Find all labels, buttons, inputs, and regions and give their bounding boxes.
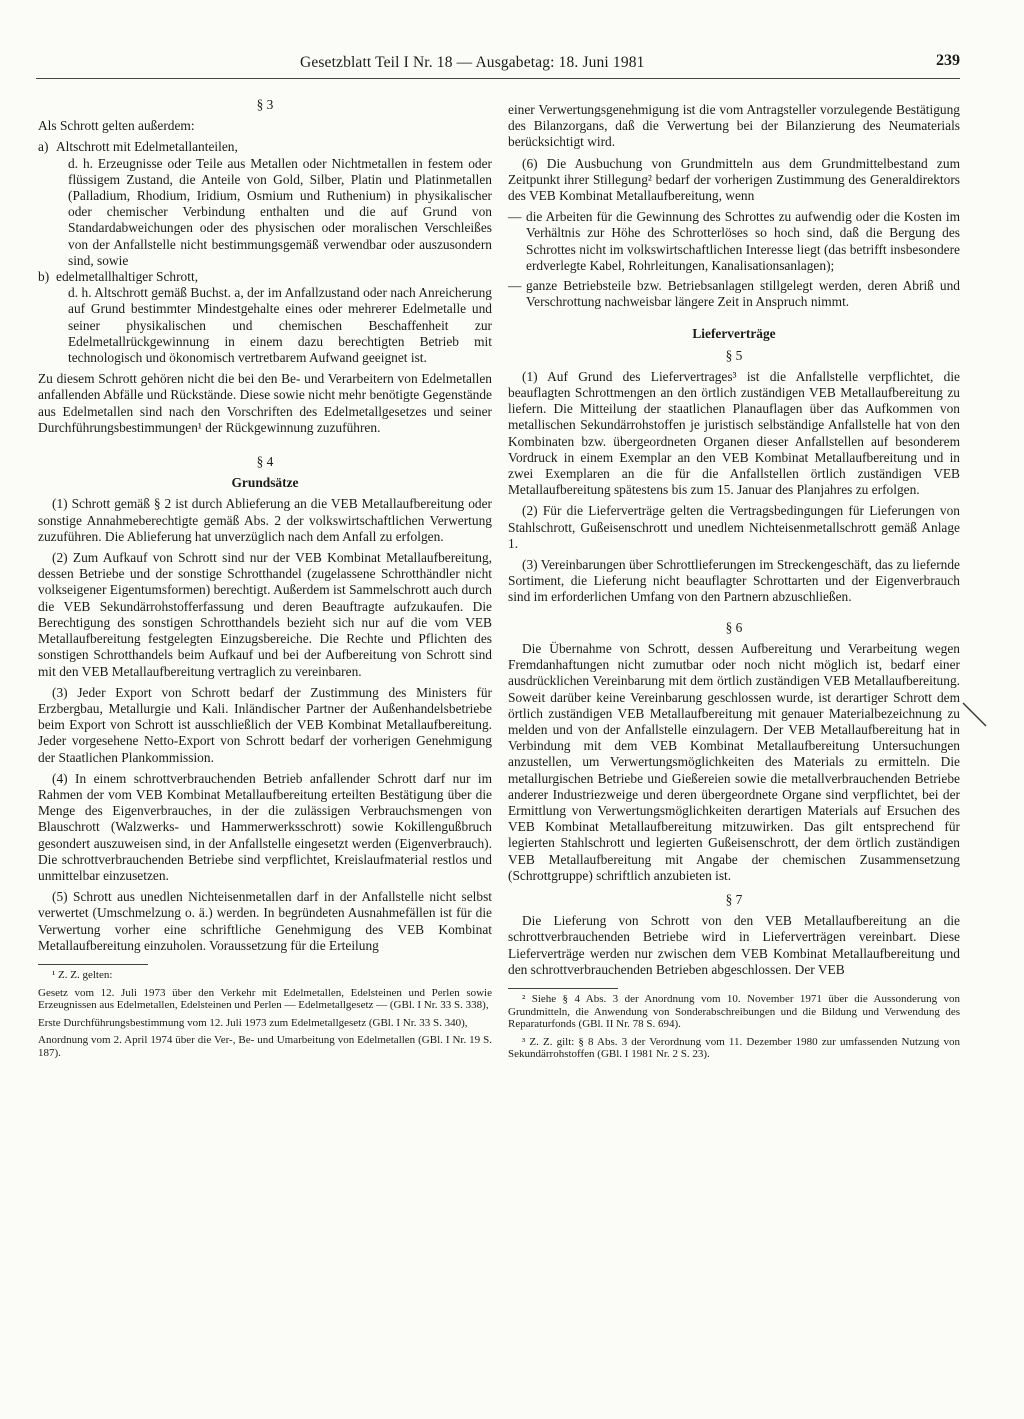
dash-mark-1: —	[508, 209, 522, 225]
section-3-closing: Zu diesem Schrott gehören nicht die bei den Be- und Verarbeitern von Edelmetallen anfallenden Abfälle und Rückstände. Diese sowie nicht mehr benötigte Gegenstände aus Edelmetallen sind nach den Vorschriften des Edelmetallgesetzes und seiner Durchführungsbestimmungen¹ der Rückgewinnung zuzuführen.	[38, 371, 492, 435]
footnote-1-c: Anordnung vom 2. April 1974 über die Ver-, Be- und Umarbeitung von Edelmetallen (GBl. I Nr. 19 S. 187).	[38, 1034, 492, 1059]
footnote-divider-right	[508, 988, 618, 989]
footnote-3: ³ Z. Z. gilt: § 8 Abs. 3 der Verordnung vom 11. Dezember 1980 zur umfassenden Nutzung von Sekundärrohstoffen (GBl. I 1981 Nr. 2 S. 23).	[508, 1035, 960, 1061]
list-item-a	[38, 139, 492, 269]
section-5-para-3: (3) Vereinbarungen über Schrottlieferungen im Streckengeschäft, das zu liefernde Sortiment, die Lieferung nicht beauflagter Schrottarten und der Eigenverbrauch sind im erforderlichen Umfang von den Partnern abzuschließen.	[508, 557, 960, 605]
section-5-para-1: (1) Auf Grund des Liefervertrages³ ist die Anfallstelle verpflichtet, die beauflagten Schrottmengen an den örtlich zuständigen VEB Metallaufbereitung zu liefern. Die Mitteilung der staatlichen Planauflagen über das Aufkommen von metallischen Sekundärrohstoffen je juristisch selbständige Anfallstelle hat von den Kombinaten bzw. übergeordneten Organen dieser Anfallstellen auf besonderem Vordruck in einem Exemplar an den VEB Kombinat Metallaufbereitung und in zwei Exemplaren an die für die Anfallstellen örtlich zuständigen VEB Metallaufbereitung spätestens bis zum 15. Januar des Planjahres zu erfolgen.	[508, 368, 960, 498]
page-header	[36, 52, 960, 79]
dash-item-2	[508, 278, 960, 310]
section-3-heading: § 3	[256, 97, 274, 112]
right-column	[508, 102, 960, 1066]
dash-item-1	[508, 209, 960, 274]
footnote-1-head: ¹ Z. Z. gelten:	[52, 968, 113, 981]
footnote-1-a: Gesetz vom 12. Juli 1973 über den Verkehr mit Edelmetallen, Edelsteinen und Perlen sowie Erzeugnissen aus Edelmetallen, Edelsteinen und Perlen — Edelmetallgesetz — (GBl. I Nr. 33 S. 338),	[38, 986, 492, 1012]
section-7-para: Die Lieferung von Schrott von den VEB Metallaufbereitung an die schrottverbrauchenden Betriebe wird in Lieferverträgen vereinbart. Diese Lieferverträge werden nur zwischen dem VEB Kombinat Metallaufbereitung und den schrottverbrauchenden Betrieben abgeschlossen. Der VEB	[508, 913, 960, 977]
continuation-para: einer Verwertungsgenehmigung ist die vom Antragsteller vorzulegende Bestätigung des Bilanzorgans, daß die Verwertung bei der Bilanzierung des Neumaterials berücksichtigt wird.	[508, 102, 960, 150]
section-5-heading: § 5	[725, 347, 743, 363]
dash-item-2-text: ganze Betriebsteile bzw. Betriebsanlagen stillgelegt werden, deren Abriß und Verschrottung nachweisbar längere Zeit in Anspruch nimmt.	[526, 278, 960, 310]
list-item-b-body: d. h. Altschrott gemäß Buchst. a, der im Anfallzustand oder nach Anreicherung auf Grund bestimmter Mindestgehalte eines oder mehrerer Edelmetalle und seiner physikalischen und chemischen Beschaffenheit zur Edelmetallrückgewinnung in einem dazu berechtigten Betrieb mit technologisch und ökonomisch vertretbarem Aufwand geeignet ist.	[68, 285, 492, 366]
section-6-para: Die Übernahme von Schrott, dessen Aufbereitung und Verarbeitung wegen Fremdanhaftungen nicht zumutbar oder noch nicht möglich ist, bedarf einer ausdrücklichen Vereinbarung mit dem örtlich zuständigen VEB Metallaufbereitung. Soweit darüber keine Vereinbarung geschlossen wurde, ist derartiger Schrott dem örtlich zuständigen VEB Metallaufbereitung mit genauer Materialbezeichnung zu melden und von der Anfallstelle einzulagern. Der VEB Metallaufbereitung hat in Verbindung mit dem VEB Kombinat Metallaufbereitung Untersuchungen anzustellen, um Verwertungsmöglichkeiten des Materials zu ermitteln. Die metallurgischen Betriebe und Gießereien sowie die metallverbrauchenden Betriebe anderer Industriezweige und deren übergeordnete Organe sind verpflichtet, bei der Ermittlung von Verwertungsmöglichkeiten derartigen Materials auf Ersuchen des VEB Kombinat Metallaufbereitung mitzuwirken. Das gilt entsprechend für legierten Stahlschrott und legierten Gußeisenschrott, der dem örtlich zuständigen VEB Metallaufbereitung mit Angabe der chemischen Zusammensetzung (Schrottgruppe) schriftlich anzubieten ist.	[508, 640, 960, 883]
section-4-para-4: (4) In einem schrottverbrauchenden Betrieb anfallender Schrott darf nur im Rahmen der vom VEB Kombinat Metallaufbereitung erteilten Bestätigung über die Menge des Eigenverbrauches, in der die zulässigen Verbrauchsmengen von Blauschrott (Walzwerks- und Hammerwerksschrott) sowie Kokillengußbruch gesondert auszuweisen sind, in der Anfallstelle eingesetzt werden (Eigenverbrauch). Die schrottverbrauchenden Betriebe sind verpflichtet, Kreislaufmaterial restlos und unmittelbar einzusetzen.	[38, 770, 492, 883]
section-4-para-5: (5) Schrott aus unedlen Nichteisenmetallen darf in der Anfallstelle nicht selbst verwertet (Umschmelzung o. ä.) werden. In begründeten Ausnahmefällen ist für die Verwertung vorher eine schriftliche Genehmigung des VEB Kombinat Metallaufbereitung einzuholen. Voraussetzung für die Erteilung	[38, 889, 492, 953]
lieferverträge-title: Lieferverträge	[692, 326, 776, 342]
header-title: Gesetzblatt Teil I Nr. 18 — Ausgabetag: 18. Juni 1981	[300, 54, 645, 71]
section-3-intro: Als Schrott gelten außerdem:	[38, 118, 195, 134]
section-7-heading: § 7	[725, 891, 743, 907]
list-mark-a: a)	[38, 139, 49, 155]
section-4-para-1: (1) Schrott gemäß § 2 ist durch Ablieferung an die VEB Metallaufbereitung oder sonstige Annahmeberechtigte gemäß Abs. 2 der volkswirtschaftlichen Verwertung zuzuführen. Die Ablieferung hat unverzüglich nach dem Anfall zu erfolgen.	[38, 496, 492, 544]
left-column	[38, 97, 492, 1065]
list-item-a-body: d. h. Erzeugnisse oder Teile aus Metallen oder Nichtmetallen in festem oder flüssigem Zustand, die Anteile von Gold, Silber, Platin und Platinmetallen (Palladium, Rhodium, Iridium, Osmium und Ruthenium) in physikalischer oder chemischer Verbindung enthalten und die auf Grund von Standardabweichungen oder des physischen oder moralischen Verschleißes von der Anfallstelle nicht bestimmungsgemäß verwendbar oder auszusondern sind, sowie	[68, 155, 492, 268]
list-item-a-label: Altschrott mit Edelmetallanteilen,	[56, 139, 238, 155]
footnote-2: ² Siehe § 4 Abs. 3 der Anordnung vom 10. November 1971 über die Aussonderung von Grundmitteln, die Anwendung von Sonderabschreibungen und die Bildung und Verwendung des Reparaturfonds (GBl. II Nr. 78 S. 694).	[508, 992, 960, 1031]
margin-mark-icon	[960, 700, 990, 730]
list-mark-b: b)	[38, 269, 50, 285]
section-4-heading: § 4	[256, 454, 274, 470]
section-5-para-2: (2) Für die Lieferverträge gelten die Vertragsbedingungen für Lieferungen von Stahlschrott, Gußeisenschrott und unedlem Nichteisenmetallschrott gemäß Anlage 1.	[508, 503, 960, 551]
list-item-b	[38, 269, 492, 366]
section-4-para-2: (2) Zum Aufkauf von Schrott sind nur der VEB Kombinat Metallaufbereitung, dessen Betriebe und der sonstige Schrotthandel (zugelassene Schrotthändler nicht volkseigener Eigentumsformen) berechtigt. Außerdem ist Sammelschrott auch durch die VEB Sekundärrohstofferfassung und deren Beauftragte aufzukaufen. Die Berechtigung des sonstigen Schrotthandels bezieht sich nur auf die vom VEB Metallaufbereitung festgelegten Einzugsbereiche. Die Rechte und Pflichten des sonstigen Schrotthandels beim Aufkauf und bei der Aufbereitung von Schrott sind mit den VEB Metallaufbereitung vertraglich zu vereinbaren.	[38, 550, 492, 679]
section-4-para-6: (6) Die Ausbuchung von Grundmitteln aus dem Grundmittelbestand zum Zeitpunkt ihrer Stillegung² bedarf der vorherigen Zustimmung des Generaldirektors des VEB Kombinat Metallaufbereitung, wenn	[508, 155, 960, 204]
section-6-heading: § 6	[725, 619, 743, 635]
section-4-title: Grundsätze	[231, 475, 299, 491]
dash-mark-2: —	[508, 278, 522, 294]
list-item-b-label: edelmetallhaltiger Schrott,	[56, 269, 199, 285]
page-number: 239	[936, 52, 960, 69]
footnote-1-b: Erste Durchführungsbestimmung vom 12. Juli 1973 zum Edelmetallgesetz (GBl. I Nr. 33 S. 340),	[38, 1016, 468, 1029]
section-4-para-3: (3) Jeder Export von Schrott bedarf der Zustimmung des Ministers für Erzbergbau, Metallurgie und Kali. Inländischer Partner der Außenhandelsbetriebe beim Export von Schrott ist ausschließlich der VEB Kombinat Metallaufbereitung. Jeder vorgesehene Netto-Export von Schrott bedarf der vorherigen Genehmigung der Staatlichen Plankommission.	[38, 684, 492, 765]
dash-item-1-text: die Arbeiten für die Gewinnung des Schrottes zu aufwendig oder die Kosten im Verhältnis zur Höhe des Schrotterlöses so hoch sind, daß die Bergung des Schrottes nicht im volkswirtschaftlichen Interesse liegt (das betrifft insbesondere erdverlegte Kabel, Rohrleitungen, Kanalisationsanlagen);	[526, 209, 960, 273]
footnote-divider	[38, 964, 148, 965]
